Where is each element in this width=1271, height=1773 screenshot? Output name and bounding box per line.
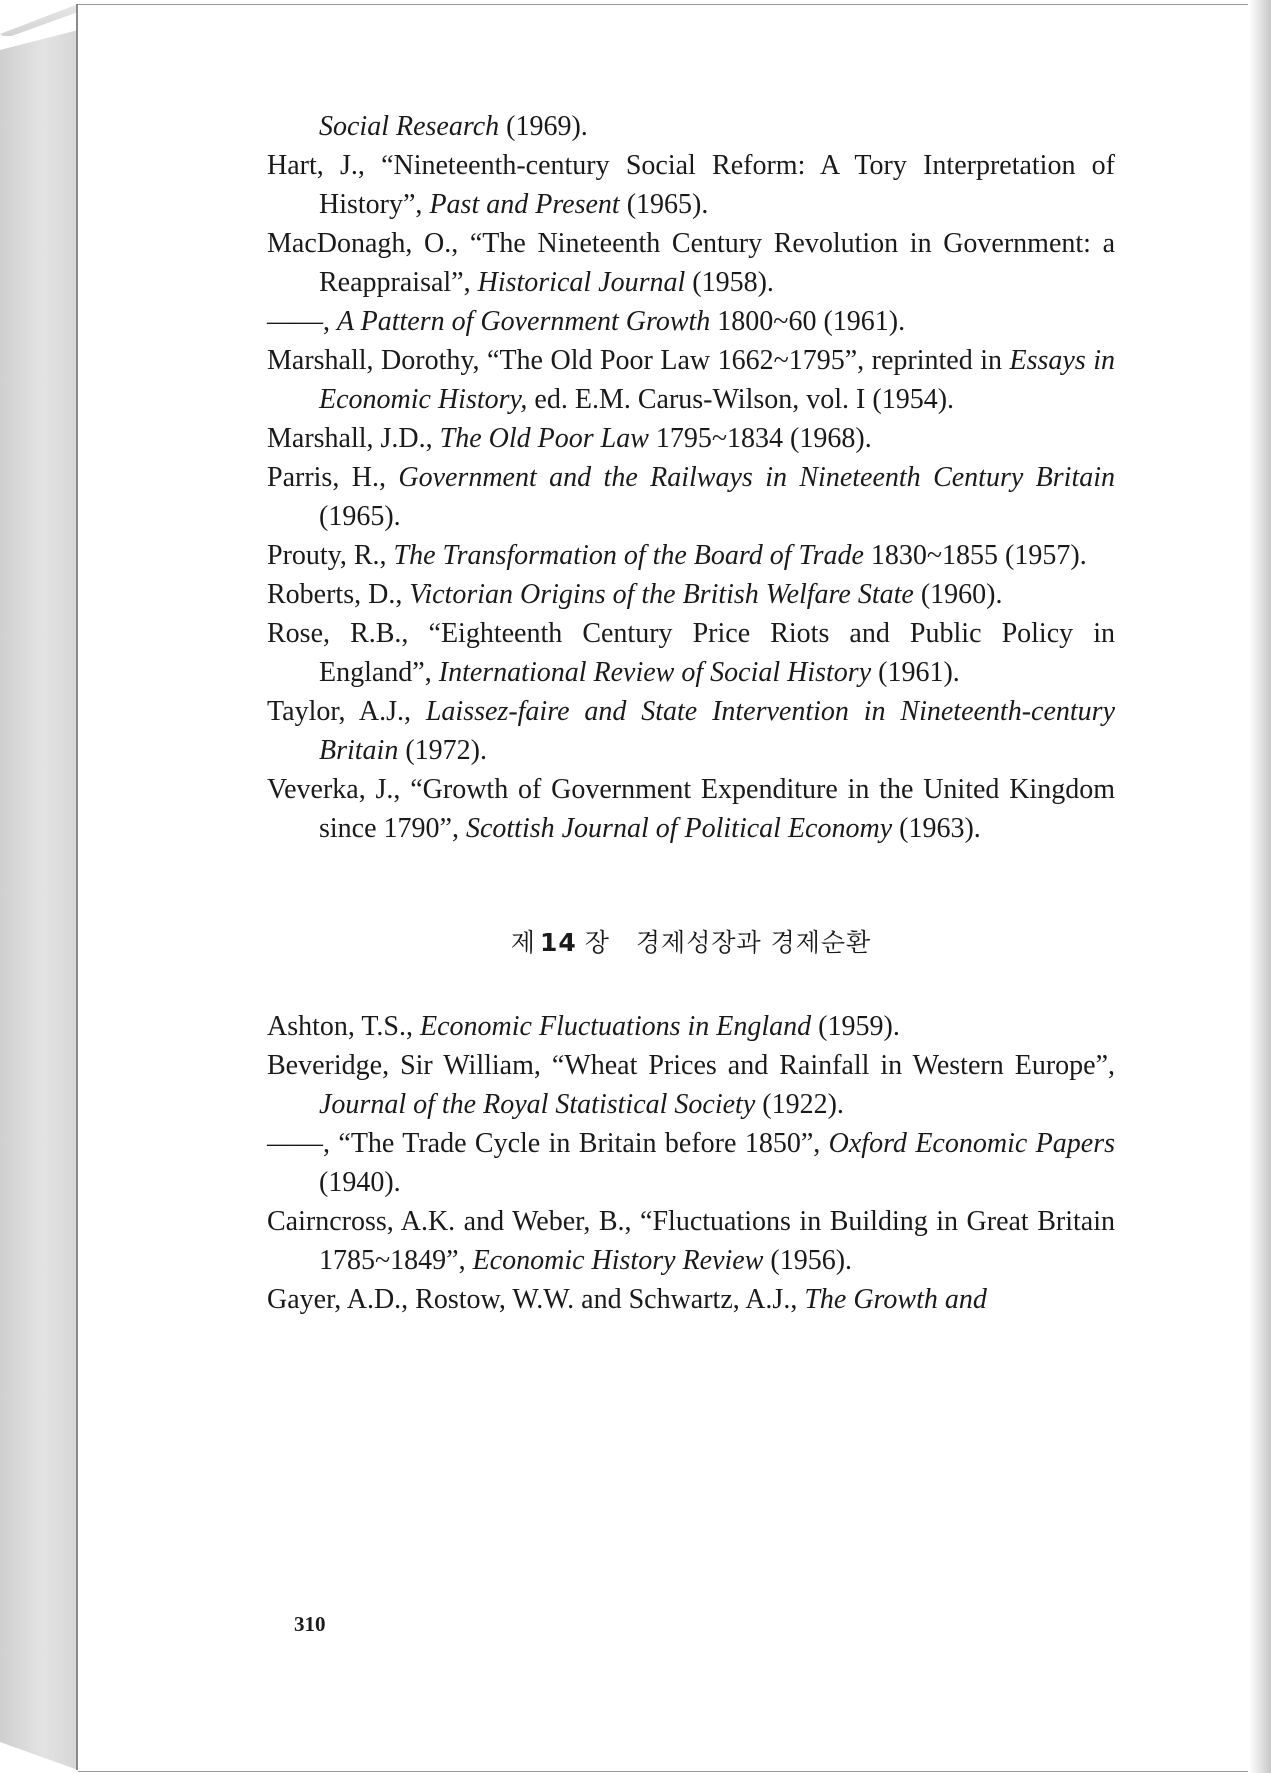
entry-title-italic: Economic History Review bbox=[472, 1245, 764, 1276]
entry-text: Hart, J., “Nineteenth-century Social Reform: A Tory Interpretation of History”, bbox=[267, 150, 1115, 220]
page-number: 310 bbox=[294, 1612, 326, 1636]
entry-title-italic: Social Research bbox=[319, 111, 500, 142]
entry-text: ——, “The Trade Cycle in Britain before 1850”, bbox=[267, 1128, 829, 1159]
chapter-prefix: 제 bbox=[510, 928, 536, 957]
entry-text: ——, bbox=[267, 306, 337, 337]
entry-text: (1961). bbox=[871, 657, 960, 688]
entry-title-italic: The Growth and bbox=[804, 1284, 987, 1315]
entry-text: (1922). bbox=[755, 1089, 844, 1120]
bibliography-entry bbox=[267, 341, 1115, 419]
bibliography-entry bbox=[267, 1124, 1115, 1202]
entry-text: Marshall, Dorothy, “The Old Poor Law 1662~1795”, reprinted in bbox=[267, 345, 1010, 376]
chapter-title: 경제성장과 경제순환 bbox=[635, 928, 872, 957]
entry-text: (1963). bbox=[892, 813, 981, 844]
entry-title-italic: Historical Journal bbox=[477, 267, 686, 298]
entry-text: (1972). bbox=[398, 735, 487, 766]
chapter-heading bbox=[267, 923, 1115, 959]
entry-title-italic: Oxford Economic Papers bbox=[828, 1128, 1115, 1159]
bibliography-entry bbox=[267, 692, 1115, 770]
bibliography-entry bbox=[267, 224, 1115, 302]
entry-text: (1958). bbox=[685, 267, 774, 298]
bibliography-entry bbox=[267, 146, 1115, 224]
bibliography-list-part2 bbox=[267, 1007, 1115, 1319]
book-top-edge bbox=[0, 0, 78, 36]
entry-text: (1965). bbox=[619, 189, 709, 220]
bibliography-entry bbox=[267, 1007, 1115, 1046]
page-edge-shadow bbox=[1249, 0, 1271, 1773]
bibliography-entry bbox=[267, 1046, 1115, 1124]
entry-title-italic: Journal of the Royal Statistical Society bbox=[319, 1089, 756, 1120]
bibliography-content bbox=[267, 107, 1115, 1319]
entry-text: (1960). bbox=[913, 579, 1003, 610]
entry-title-italic: Laissez-faire and State Intervention in Nineteenth-century Britain bbox=[319, 696, 1115, 766]
entry-title-italic: International Review of Social History bbox=[438, 657, 872, 688]
entry-text: (1965). bbox=[319, 501, 401, 532]
entry-title-italic: A Pattern of Government Growth bbox=[337, 306, 711, 337]
entry-title-italic: Essays in Economic History, bbox=[319, 345, 1116, 415]
entry-text: 1800~60 (1961). bbox=[710, 306, 906, 337]
entry-text: 1795~1834 (1968). bbox=[648, 423, 872, 454]
bibliography-list-part1 bbox=[267, 107, 1115, 848]
entry-text: MacDonagh, O., “The Nineteenth Century Revolution in Government: a Reappraisal”, bbox=[267, 228, 1115, 298]
bibliography-entry bbox=[267, 614, 1115, 692]
bibliography-entry bbox=[267, 302, 1115, 341]
bibliography-entry bbox=[267, 536, 1115, 575]
entry-text: Gayer, A.D., Rostow, W.W. and Schwartz, A.J., bbox=[267, 1284, 805, 1315]
entry-text: Rose, R.B., “Eighteenth Century Price Riots and Public Policy in England”, bbox=[267, 618, 1115, 688]
chapter-number: 14 bbox=[539, 928, 577, 957]
entry-text: Marshall, J.D., bbox=[267, 423, 440, 454]
bibliography-continuation bbox=[267, 107, 1115, 146]
entry-text: Beveridge, Sir William, “Wheat Prices and Rainfall in Western Europe”, bbox=[267, 1050, 1115, 1081]
entry-title-italic: Scottish Journal of Political Economy bbox=[465, 813, 893, 844]
entry-text: (1959). bbox=[811, 1011, 900, 1042]
entry-title-italic: The Old Poor Law bbox=[439, 423, 649, 454]
entry-text: (1956). bbox=[763, 1245, 853, 1276]
entry-title-italic: Past and Present bbox=[429, 189, 620, 220]
entry-text: Cairncross, A.K. and Weber, B., “Fluctuations in Building in Great Britain 1785~1849”, bbox=[267, 1206, 1115, 1276]
entry-text: Roberts, D., bbox=[267, 579, 410, 610]
bibliography-entry bbox=[267, 575, 1115, 614]
entry-text: (1969). bbox=[499, 111, 588, 142]
entry-title-italic: Economic Fluctuations in England bbox=[420, 1011, 812, 1042]
chapter-suffix: 장 bbox=[584, 928, 610, 957]
entry-text: ed. E.M. Carus-Wilson, vol. I (1954). bbox=[527, 384, 955, 415]
entry-title-italic: Government and the Railways in Nineteenth Century Britain bbox=[398, 462, 1116, 493]
entry-text: Veverka, J., “Growth of Government Expenditure in the United Kingdom since 1790”, bbox=[267, 774, 1115, 844]
bibliography-entry bbox=[267, 770, 1115, 848]
entry-text: (1940). bbox=[319, 1167, 401, 1198]
book-spine bbox=[0, 30, 78, 1770]
bibliography-entry bbox=[267, 1280, 1115, 1319]
bibliography-entry bbox=[267, 458, 1115, 536]
entry-text: Taylor, A.J., bbox=[267, 696, 426, 727]
bibliography-entry bbox=[267, 1202, 1115, 1280]
entry-text: Parris, H., bbox=[267, 462, 399, 493]
entry-text: Ashton, T.S., bbox=[267, 1011, 420, 1042]
bibliography-entry bbox=[267, 419, 1115, 458]
entry-text: Prouty, R., bbox=[267, 540, 394, 571]
entry-title-italic: The Transformation of the Board of Trade bbox=[393, 540, 864, 571]
entry-text: 1830~1855 (1957). bbox=[863, 540, 1087, 571]
entry-title-italic: Victorian Origins of the British Welfare State bbox=[409, 579, 914, 610]
